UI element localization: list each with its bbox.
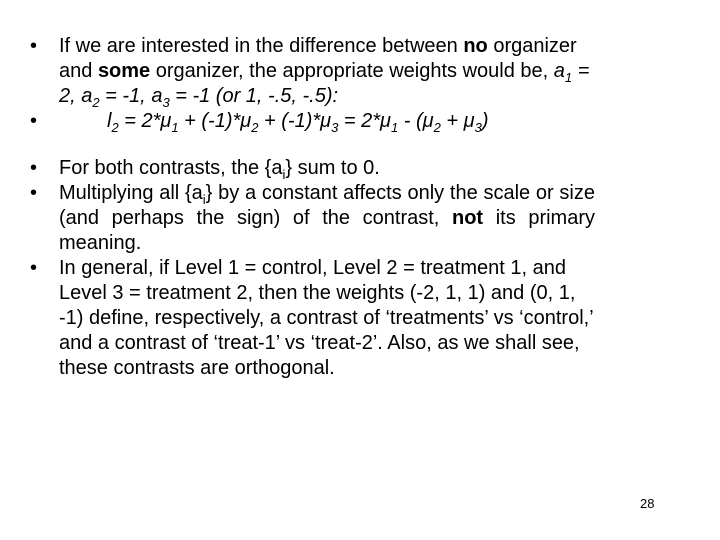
emphasis-some: some <box>97 60 151 82</box>
text: Multiplying all {a <box>59 182 203 204</box>
symbol-a: a <box>81 85 93 107</box>
text: } sum to 0. <box>285 157 380 179</box>
subscript: 3 <box>474 120 482 135</box>
text: = -1 (or 1, -.5, -.5): <box>169 85 339 107</box>
emphasis-no: no <box>463 35 488 57</box>
subscript: 3 <box>331 120 339 135</box>
subscript: 2 <box>111 120 119 135</box>
text: its primary meaning. <box>59 207 595 254</box>
bullet-marker: • <box>30 182 38 204</box>
bullet-sum-zero <box>30 156 595 181</box>
subscript: i <box>282 167 286 182</box>
symbol-a: a <box>151 85 163 107</box>
bullet-general <box>30 256 595 381</box>
text: - (μ <box>398 110 434 132</box>
text: + (-1)*μ <box>178 110 252 132</box>
symbol-a: a <box>553 60 565 82</box>
contrast-formula <box>59 109 595 134</box>
text: organizer and <box>59 35 577 82</box>
subscript: 2 <box>92 95 100 110</box>
text: + μ <box>440 110 475 132</box>
emphasis-not: not <box>451 207 484 229</box>
bullet-marker: • <box>30 257 38 279</box>
text: If we are interested in the difference between <box>59 35 464 57</box>
subscript: 1 <box>390 120 399 135</box>
text: = 2, <box>59 60 590 107</box>
subscript: 3 <box>162 95 170 110</box>
bullet-list <box>30 34 595 381</box>
subscript: 1 <box>171 120 179 135</box>
bullet-marker: • <box>30 157 38 179</box>
subscript: 1 <box>564 70 573 85</box>
text: = 2*μ <box>118 110 172 132</box>
spacer <box>30 134 595 156</box>
text: = -1, <box>99 85 152 107</box>
text: + (-1)*μ <box>258 110 332 132</box>
text: } by a constant affects only the scale or size (and perhaps the sign) of the contrast, <box>59 182 595 229</box>
text: = 2*μ <box>338 110 391 132</box>
bullet-weights <box>30 34 595 109</box>
text: organizer, the appropriate weights would be, <box>150 60 554 82</box>
bullet-formula <box>30 109 595 134</box>
page-number: 28 <box>640 496 655 511</box>
bullet-marker: • <box>30 110 38 132</box>
text: For both contrasts, the {a <box>59 157 283 179</box>
text: ) <box>481 110 489 132</box>
subscript: i <box>202 192 206 207</box>
text: In general, if Level 1 = control, Level 2 = treatment 1, and Level 3 = treatment 2, then the weights (-2, 1, 1) and (0, 1, -1) define, respectively, a contrast of ‘treatments’ vs ‘control,’ and a contrast of ‘treat-1’ vs ‘treat-2’. Also, as we shall see, these contrasts are orthogonal. <box>59 257 593 379</box>
bullet-multiplying <box>30 181 595 256</box>
subscript: 2 <box>433 120 441 135</box>
symbol-l: l <box>107 110 112 132</box>
bullet-marker: • <box>30 35 38 57</box>
subscript: 2 <box>251 120 259 135</box>
